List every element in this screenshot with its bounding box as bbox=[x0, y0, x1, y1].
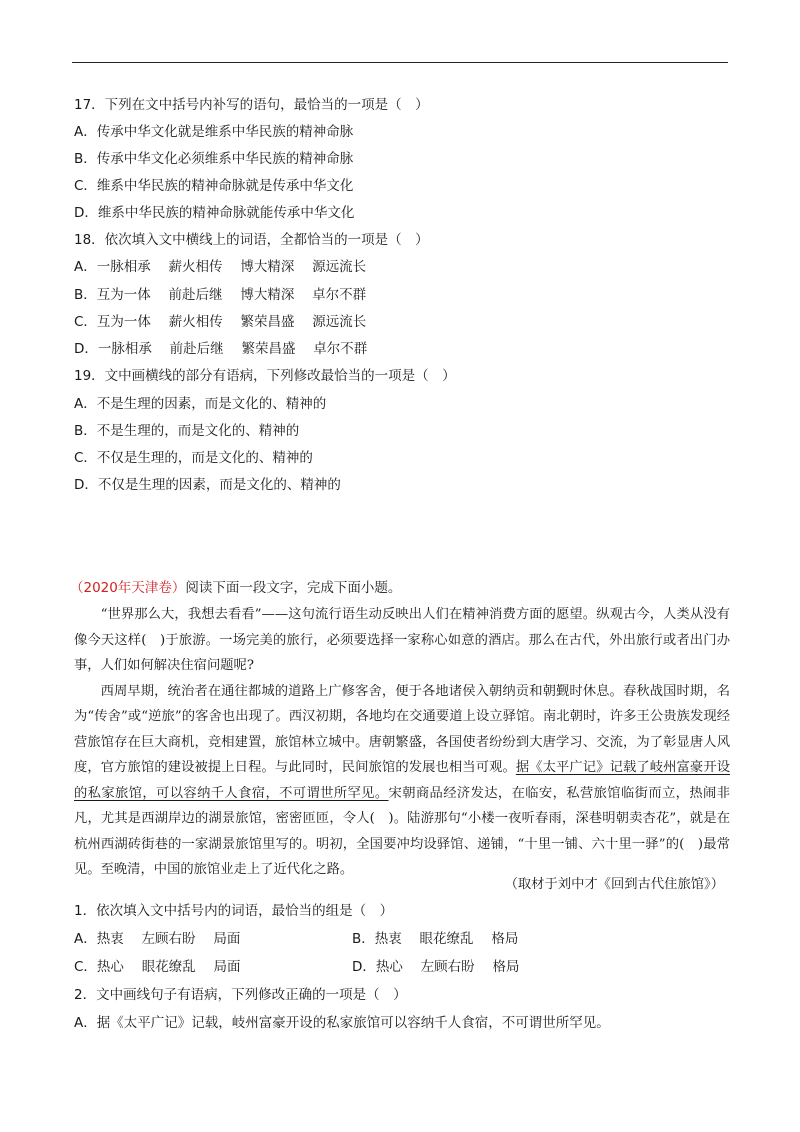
q18-option-a: A．一脉相承 薪火相传 博大精深 源远流长 bbox=[74, 259, 367, 275]
q19-option-b: B．不是生理的，而是文化的、精神的 bbox=[74, 423, 300, 439]
q17-stem: 17．下列在文中括号内补写的语句，最恰当的一项是（ ） bbox=[74, 97, 429, 113]
q1-option-a: A．热衷 左顾右盼 局面 bbox=[74, 931, 241, 947]
q19-option-a: A．不是生理的因素，而是文化的、精神的 bbox=[74, 396, 327, 412]
header-rule bbox=[72, 62, 728, 63]
q19-stem: 19．文中画横线的部分有语病，下列修改最恰当的一项是（ ） bbox=[74, 368, 456, 384]
passage-intro: 阅读下面一段文字，完成下面小题。 bbox=[185, 580, 402, 596]
q18-option-d: D．一脉相承 前赴后继 繁荣昌盛 卓尔不群 bbox=[74, 341, 368, 357]
passage-body bbox=[74, 602, 730, 883]
passage-paragraph-2-part-b: 宋朝商品经济发达，在临安，私营旅馆临街而立，热闹非凡，尤其是西湖岸边的湖景旅馆，密密匝匝，令人( )。陆游那句“小楼一夜听春雨，深巷明朝卖杏花”，就是在杭州西湖砖街巷的一家湖景旅馆里写的。明初，全国要冲均设驿馆、递铺，“十里一铺、六十里一驿”的( )最常见。至晚清，中国的旅馆业走上了近代化之路。 bbox=[74, 785, 731, 877]
q18-stem: 18．依次填入文中横线上的词语，全都恰当的一项是（ ） bbox=[74, 232, 429, 248]
q2-stem: 2．文中画线句子有语病，下列修改正确的一项是（ ） bbox=[74, 987, 407, 1003]
q17-option-c: C．维系中华民族的精神命脉就是传承中华文化 bbox=[74, 178, 354, 194]
passage-paragraph-2 bbox=[74, 679, 730, 883]
q1-option-b: B．热衷 眼花缭乱 格局 bbox=[352, 931, 519, 947]
passage-paragraph-2-part-a: 西周早期，统治者在通往都城的道路上广修客舍，便于各地诸侯入朝纳贡和朝觐时休息。春秋战国时期，名为“传舍”或“逆旅”的客舍也出现了。西汉初期，各地均在交通要道上设立驿馆。南北朝时，许多王公贵族发现经营旅馆存在巨大商机，竞相建置，旅馆林立城中。唐朝繁盛，各国使者纷纷到大唐学习、交流，为了彰显唐人风度，官方旅馆的建设被提上日程。与此同时，民间旅馆的发展也相当可观。 bbox=[74, 683, 730, 775]
q1-stem: 1．依次填入文中括号内的词语，最恰当的组是（ ） bbox=[74, 903, 394, 919]
passage-paragraph-1: “世界那么大，我想去看看”——这句流行语生动反映出人们在精神消费方面的愿望。纵观古今，人类从没有像今天这样( )于旅游。一场完美的旅行，必须要选择一家称心如意的酒店。那么在古代，外出旅行或者出门办事，人们如何解决住宿问题呢? bbox=[74, 607, 730, 673]
q1-option-c: C．热心 眼花缭乱 局面 bbox=[74, 959, 241, 975]
source-tag: （2020年天津卷） bbox=[70, 580, 186, 596]
q17-option-a: A．传承中华文化就是维系中华民族的精神命脉 bbox=[74, 124, 354, 140]
underlined-sentence: 据《太平广记》记载了岐州富豪开设的私家旅馆，可以容纳千人食宿，不可谓世所罕见。 bbox=[74, 760, 731, 801]
q18-option-b: B．互为一体 前赴后继 博大精深 卓尔不群 bbox=[74, 287, 367, 303]
q17-option-b: B．传承中华文化必须维系中华民族的精神命脉 bbox=[74, 151, 354, 167]
passage-source: （取材于刘中才《回到古代住旅馆》） bbox=[504, 877, 724, 892]
q19-option-c: C．不仅是生理的，而是文化的、精神的 bbox=[74, 450, 313, 466]
q17-option-d: D．维系中华民族的精神命脉就能传承中华文化 bbox=[74, 205, 355, 221]
q2-option-a: A．据《太平广记》记载，岐州富豪开设的私家旅馆可以容纳千人食宿，不可谓世所罕见。 bbox=[74, 1015, 610, 1031]
passage-heading bbox=[70, 580, 401, 596]
q1-option-d: D．热心 左顾右盼 格局 bbox=[352, 959, 520, 975]
q19-option-d: D．不仅是生理的因素，而是文化的、精神的 bbox=[74, 477, 341, 493]
q18-option-c: C．互为一体 薪火相传 繁荣昌盛 源远流长 bbox=[74, 314, 367, 330]
